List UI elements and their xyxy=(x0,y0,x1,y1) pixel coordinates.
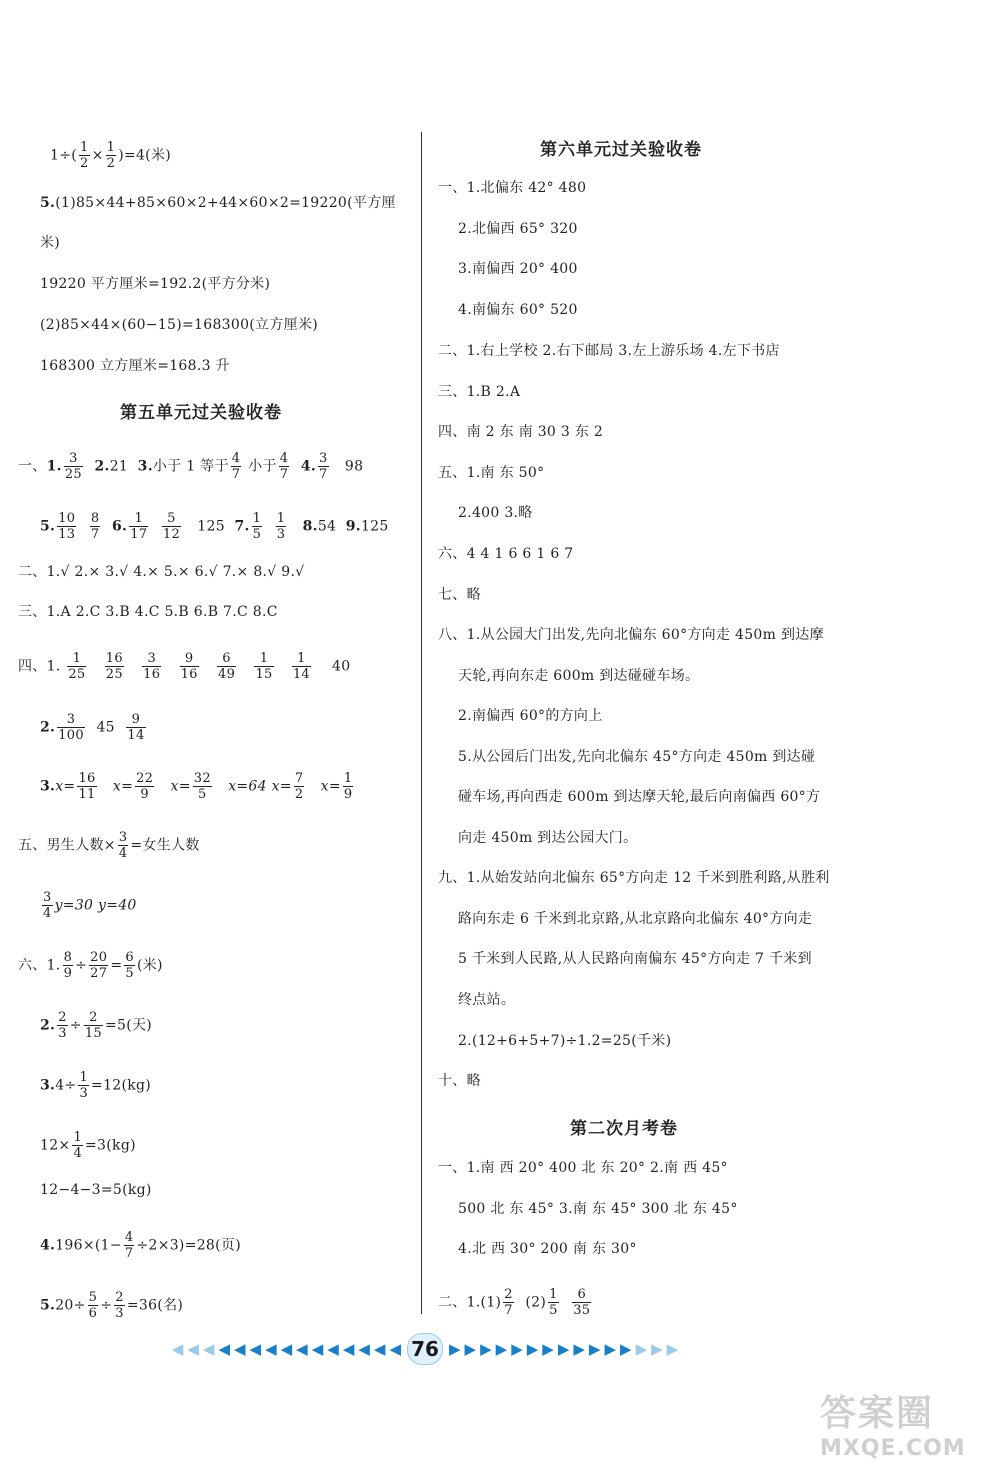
answer-line: 三、1.B 2.A xyxy=(438,384,521,400)
answer-line: 二、1.右上学校 2.右下邮局 3.左上游乐场 4.左下书店 xyxy=(438,343,780,359)
answer-line: 3.x= $\frac{16}{11}$ x= $\frac{22}{9}$ x= $\frac{32}{5}$ x=64 x= $\frac{7}{2}$ x= $\frac{1}{9}$ xyxy=(40,771,353,802)
fraction: $\frac{2}{3}$ xyxy=(58,1010,67,1041)
answer-line: 六、1. $\frac{8}{9}$ ÷ $\frac{20}{27}$ = $\frac{6}{5}$ (米) xyxy=(18,950,163,981)
answer-line: 九、1.从始发站向北偏东 65°方向走 12 千米到胜利路,从胜利 xyxy=(438,870,830,886)
fraction: $\frac{1}{2}$ xyxy=(80,140,89,171)
fraction: $\frac{6}{5}$ xyxy=(125,950,134,981)
fraction: $\frac{8}{9}$ xyxy=(63,950,73,981)
fraction: $\frac{3}{16}$ xyxy=(143,651,161,682)
fraction: $\frac{1}{5}$ xyxy=(549,1287,558,1318)
fraction: $\frac{3}{4}$ xyxy=(43,890,52,921)
answer-line: 5 千米到人民路,从人民路向南偏东 45°方向走 7 千米到 xyxy=(458,951,812,967)
answer-line: 一、1.南 西 20° 400 北 东 20° 2.南 西 45° xyxy=(438,1160,728,1176)
fraction: $\frac{1}{4}$ xyxy=(73,1130,83,1161)
answer-line: 七、略 xyxy=(438,587,481,603)
answer-line: 500 北 东 45° 3.南 东 45° 300 北 东 45° xyxy=(458,1201,738,1217)
section-title: 第五单元过关验收卷 xyxy=(120,403,282,423)
fraction: $\frac{1}{2}$ xyxy=(106,140,116,171)
answer-line: (2)85×44×(60−15)=168300(立方厘米) xyxy=(40,317,319,333)
fraction: $\frac{9}{16}$ xyxy=(180,651,198,682)
answer-line: 终点站。 xyxy=(458,992,516,1008)
answer-line: 五、1.南 东 50° xyxy=(438,465,545,481)
fraction: $\frac{5}{12}$ xyxy=(162,511,181,542)
answer-line: 168300 立方厘米=168.3 升 xyxy=(40,358,230,374)
left-arrow-decoration: ◀ ◀ ◀ ◀ ◀ ◀ ◀ ◀ ◀ ◀ ◀ ◀ ◀ ◀ ◀ xyxy=(171,1340,401,1358)
fraction: $\frac{1}{15}$ xyxy=(255,651,273,682)
answer-line: 12−4−3=5(kg) xyxy=(40,1182,152,1198)
answer-line: 五、男生人数× $\frac{3}{4}$ =女生人数 xyxy=(18,830,200,861)
answer-line: 2. $\frac{2}{3}$ ÷ $\frac{2}{15}$ =5(天) xyxy=(40,1010,153,1041)
fraction: $\frac{1}{5}$ xyxy=(252,511,262,542)
answer-line: 5. $\frac{10}{13}$ $\frac{8}{7}$ 6. $\frac{1}{17}$ $\frac{5}{12}$ 125 7. $\frac{1}{5}$ $\frac{1}{3}$ 8.54 9.125 xyxy=(40,511,389,542)
answer-line: 一、1. $\frac{3}{25}$ 2.21 3.小于 1 等于 $\frac{4}{7}$ 小于 $\frac{4}{7}$ 4. $\frac{3}{7}$ 98 xyxy=(18,451,364,482)
column-divider xyxy=(421,132,422,1314)
answer-line: 二、1.√ 2.× 3.√ 4.× 5.× 6.√ 7.× 8.√ 9.√ xyxy=(18,564,305,580)
fraction: $\frac{3}{25}$ xyxy=(64,451,82,482)
answer-line: 4.196×(1− $\frac{4}{7}$ ÷2×3)=28(页) xyxy=(40,1230,241,1261)
right-arrow-decoration: ▶ ▶ ▶ ▶ ▶ ▶ ▶ ▶ ▶ ▶ ▶ ▶ ▶ ▶ ▶ xyxy=(449,1340,679,1358)
answer-line: 5.20÷ $\frac{5}{6}$ ÷ $\frac{2}{3}$ =36(名) xyxy=(40,1290,184,1321)
fraction: $\frac{1}{3}$ xyxy=(79,1070,89,1101)
fraction: $\frac{6}{49}$ xyxy=(218,651,236,682)
answer-line: 十、略 xyxy=(438,1073,481,1089)
answer-line: 八、1.从公园大门出发,先向北偏东 60°方向走 450m 到达摩 xyxy=(438,627,824,643)
answer-line: 二、1.(1) $\frac{2}{7}$ (2) $\frac{1}{5}$ $\frac{6}{35}$ xyxy=(438,1287,591,1318)
fraction: $\frac{1}{9}$ xyxy=(343,771,353,802)
fraction: $\frac{3}{7}$ xyxy=(319,451,328,482)
fraction: $\frac{3}{100}$ xyxy=(58,712,84,743)
page-footer xyxy=(105,1333,745,1365)
answer-line: 12× $\frac{1}{4}$ =3(kg) xyxy=(40,1130,136,1161)
answer-line: 5.(1)85×44+85×60×2+44×60×2=19220(平方厘 xyxy=(40,195,396,211)
answer-line: 米) xyxy=(40,235,61,251)
answer-line: 碰车场,再向西走 600m 到达摩天轮,最后向南偏西 60°方 xyxy=(458,789,821,805)
answer-line: 4.北 西 30° 200 南 东 30° xyxy=(458,1241,637,1257)
section-title: 第六单元过关验收卷 xyxy=(540,140,702,160)
fraction: $\frac{3}{4}$ xyxy=(118,830,128,861)
answer-line: 天轮,再向东走 600m 到达碰碰车场。 xyxy=(458,668,700,684)
fraction: $\frac{6}{35}$ xyxy=(573,1287,591,1318)
fraction: $\frac{2}{15}$ xyxy=(84,1010,102,1041)
answer-line: 5.从公园后门出发,先向北偏东 45°方向走 450m 到达碰 xyxy=(458,749,816,765)
fraction: $\frac{2}{3}$ xyxy=(115,1290,124,1321)
answer-line: 2.(12+6+5+7)÷1.2=25(千米) xyxy=(458,1033,672,1049)
fraction: $\frac{10}{13}$ xyxy=(58,511,76,542)
fraction: $\frac{4}{7}$ xyxy=(124,1230,134,1261)
fraction: $\frac{16}{25}$ xyxy=(105,651,123,682)
answer-line: 19220 平方厘米=192.2(平方分米) xyxy=(40,276,271,292)
fraction: $\frac{2}{7}$ xyxy=(504,1287,513,1318)
fraction: $\frac{20}{27}$ xyxy=(90,950,108,981)
fraction: $\frac{1}{3}$ xyxy=(276,511,286,542)
answer-line: 向走 450m 到达公园大门。 xyxy=(458,830,638,846)
page-number: 76 xyxy=(407,1333,443,1365)
answer-line: 一、1.北偏东 42° 480 xyxy=(438,180,587,196)
answer-line: 2.400 3.略 xyxy=(458,505,533,521)
answer-line: 2.北偏西 65° 320 xyxy=(458,221,578,237)
answer-line: 3.4÷ $\frac{1}{3}$ =12(kg) xyxy=(40,1070,152,1101)
answer-line: 路向东走 6 千米到北京路,从北京路向北偏东 40°方向走 xyxy=(458,911,813,927)
fraction: $\frac{1}{25}$ xyxy=(68,651,86,682)
fraction: $\frac{1}{17}$ xyxy=(130,511,148,542)
answer-line: 四、南 2 东 南 30 3 东 2 xyxy=(438,424,604,440)
fraction: $\frac{9}{14}$ xyxy=(127,712,145,743)
fraction: $\frac{7}{2}$ xyxy=(294,771,304,802)
fraction: $\frac{8}{7}$ xyxy=(90,511,100,542)
fraction: $\frac{4}{7}$ xyxy=(279,451,289,482)
answer-line: 1÷( $\frac{1}{2}$ × $\frac{1}{2}$ )=4(米) xyxy=(50,140,172,171)
fraction: $\frac{5}{6}$ xyxy=(88,1290,98,1321)
fraction: $\frac{4}{7}$ xyxy=(231,451,241,482)
fraction: $\frac{1}{14}$ xyxy=(292,651,311,682)
answer-line: 2.南偏西 60°的方向上 xyxy=(458,708,603,724)
watermark-logo: 答案圈 MXQE.COM xyxy=(820,1393,966,1461)
answer-line: 3.南偏西 20° 400 xyxy=(458,261,578,277)
answer-line: 2. $\frac{3}{100}$ 45 $\frac{9}{14}$ xyxy=(40,712,145,743)
fraction: $\frac{16}{11}$ xyxy=(78,771,96,802)
answer-line: 四、1. $\frac{1}{25}$ $\frac{16}{25}$ $\frac{3}{16}$ $\frac{9}{16}$ $\frac{6}{49}$ $\frac{1}{15}$ $\frac{1}{14}$ 40 xyxy=(18,651,351,682)
fraction: $\frac{32}{5}$ xyxy=(193,771,211,802)
answer-line: 三、1.A 2.C 3.B 4.C 5.B 6.B 7.C 8.C xyxy=(18,604,278,620)
section-title: 第二次月考卷 xyxy=(570,1119,678,1139)
answer-line: 六、4 4 1 6 6 1 6 7 xyxy=(438,546,574,562)
fraction: $\frac{22}{9}$ xyxy=(136,771,154,802)
answer-line: 4.南偏东 60° 520 xyxy=(458,302,578,318)
answer-line: $\frac{3}{4}$ y=30 y=40 xyxy=(43,890,137,921)
